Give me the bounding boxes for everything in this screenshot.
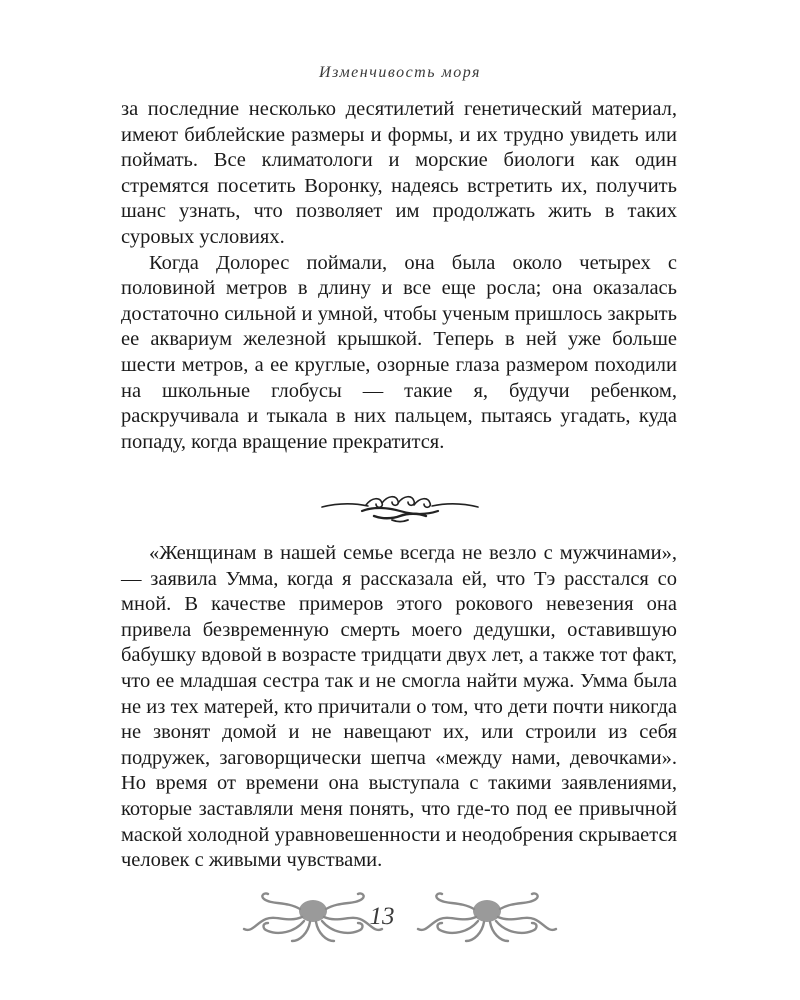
text-section-2 [121,541,677,874]
page-footer [0,891,800,947]
octopus-ornament-icon [412,891,562,947]
paragraph: за последние несколько десятилетий генетический материал, имеют библейские размеры и формы, и их трудно увидеть или поймать. Все климатологи и морские биологи как один стремятся посетить Воронку, надеясь встретить их, получить шанс узнать, что позволяет им продолжать жить в таких суровых условиях. [121,98,677,248]
page-number: 13 [369,903,395,930]
paragraph: Когда Долорес поймали, она была около четырех с половиной метров в длину и все еще росла; она оказалась достаточно сильной и умной, чтобы ученым пришлось закрыть ее аквариум железной крышкой. Теперь в ней уже больше шести метров, а ее круглые, озорные глаза размером походили на школьные глобусы — такие я, будучи ребенком, раскручивала и тыкала в них пальцем, пытаясь угадать, куда попаду, когда вращение прекратится. [121,251,677,453]
paragraph: «Женщинам в нашей семье всегда не везло с мужчинами», — заявила Умма, когда я рассказала ей, что Тэ расстался со мной. В качестве примеров этого рокового невезения она привела безвременную смерть моего дедушки, оставившую бабушку вдовой в возрасте тридцати двух лет, а также тот факт, что ее младшая сестра так и не смогла найти мужа. Умма была не из тех матерей, кто причитали о том, что дети почти никогда не звонят домой и не навещают их, или строили из себя подружек, заговорщически шепча «между нами, девочками». Но время от времени она выступала с такими заявлениями, которые заставляли меня понять, что где-то под ее привычной маской холодной уравновешенности и неодобрения скрывается человек с живыми чувствами. [121,542,677,872]
wave-ornament-icon [318,489,482,523]
text-section-1 [121,97,677,455]
running-header: Изменчивость моря [319,64,481,81]
